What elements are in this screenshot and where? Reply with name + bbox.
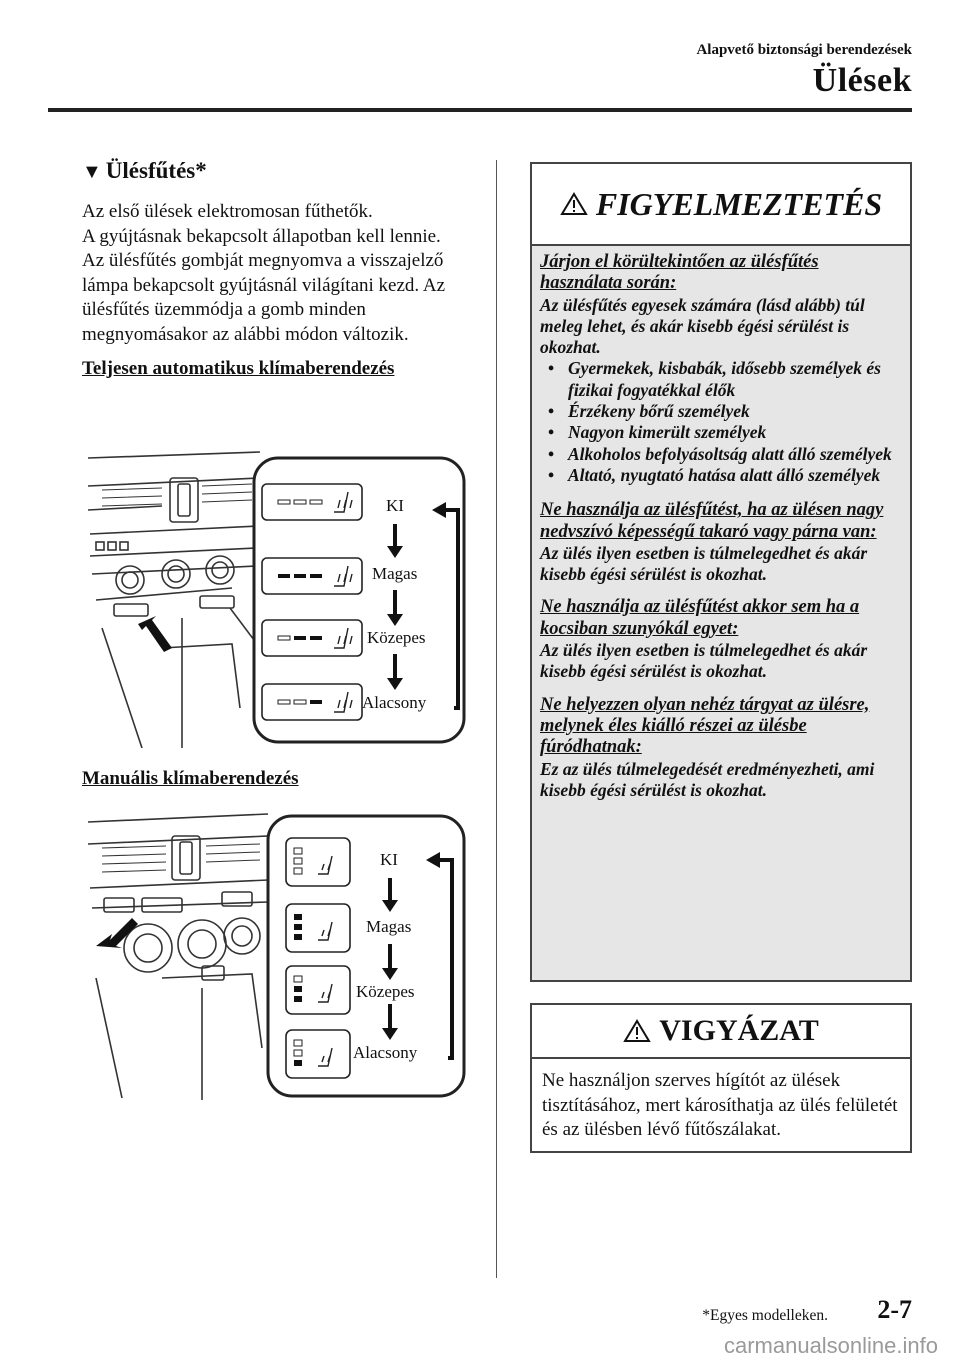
- paragraph: Az ülésfűtés gombját megnyomva a visszajelző lámpa bekapcsolt gyújtásnál világítani kezd. Az ülésfűtés üzemmódja a gomb minden megnyomásakor az alábbi módon változik.: [82, 250, 446, 345]
- list-item: • Nagyon kimerült személyek: [540, 422, 902, 443]
- caution-header: [532, 1005, 910, 1059]
- warning-item-heading: Ne helyezzen olyan nehéz tárgyat az ülésre, melynek éles kiálló részei az ülésbe fúródhatnak:: [540, 694, 870, 758]
- warning-item-heading: Ne használja az ülésfűtést akkor sem ha a kocsiban szunyókál egyet:: [540, 597, 860, 639]
- column-divider: [496, 160, 497, 1278]
- level-mid-label: Közepes: [356, 982, 415, 1001]
- level-low-label: Alacsony: [353, 1043, 418, 1062]
- warning-title: FIGYELMEZTETÉS: [595, 185, 883, 222]
- level-high-label: Magas: [372, 564, 418, 583]
- paragraph: Az első ülések elektromosan fűthetők.: [82, 201, 373, 222]
- warning-item-text: Az ülésfűtés egyesek számára (lásd alább) túl meleg lehet, és akár kisebb égési sérülést is okozhat.: [540, 294, 865, 358]
- level-high-label: Magas: [366, 917, 412, 936]
- caution-title: VIGYÁZAT: [659, 1014, 819, 1047]
- header-section-label: Alapvető biztonsági berendezések: [696, 42, 912, 58]
- warning-triangle-icon: [623, 1019, 651, 1043]
- warning-item-heading: Ne használja az ülésfűtést, ha az ülésen nagy nedvszívó képességű takaró vagy párna van:: [540, 500, 884, 542]
- header-rule: [48, 108, 912, 112]
- list-item: • Alkoholos befolyásoltság alatt álló személyek: [540, 444, 902, 465]
- warning-item-text: Az ülés ilyen esetben is túlmelegedhet és akár kisebb égési sérülést is okozhat.: [540, 542, 868, 585]
- level-mid-label: Közepes: [367, 628, 426, 647]
- warning-bullet-list: [540, 358, 902, 486]
- list-item: • Érzékeny bőrű személyek: [540, 401, 902, 422]
- warning-box: [530, 162, 912, 982]
- caution-text: Ne használjon szerves hígítót az ülések tisztításához, mert károsíthatja az ülés felületét és az ülésben lévő fűtőszálakat.: [542, 1070, 898, 1140]
- level-off-label: KI: [386, 496, 404, 515]
- warning-header: [532, 164, 910, 246]
- intro-text: [82, 200, 482, 382]
- triangle-marker-icon: ▼: [82, 161, 102, 183]
- watermark: carmanualsonline.info: [723, 1333, 938, 1358]
- page-title: Ülések: [812, 62, 912, 99]
- section-heading-text: Ülésfűtés*: [105, 158, 207, 183]
- warning-triangle-icon: [560, 192, 588, 216]
- warning-item-text: Az ülés ilyen esetben is túlmelegedhet és akár kisebb égési sérülést is okozhat.: [540, 640, 868, 682]
- paragraph: A gyújtásnak bekapcsolt állapotban kell lennie.: [82, 225, 441, 247]
- page-number: 2-7: [877, 1295, 912, 1324]
- level-off-label: KI: [380, 850, 398, 869]
- warning-item-heading: Járjon el körültekintően az ülésfűtés használata során:: [540, 252, 819, 294]
- manual-climate-heading: Manuális klímaberendezés: [82, 768, 299, 789]
- footnote: *Egyes modelleken.: [702, 1307, 828, 1324]
- list-item: • Altató, nyugtató hatása alatt álló személyek: [540, 465, 902, 486]
- auto-climate-heading: Teljesen automatikus klímaberendezés: [82, 358, 395, 379]
- list-item: • Gyermekek, kisbabák, idősebb személyek és fizikai fogyatékkal élők: [540, 358, 902, 401]
- caution-box: [530, 1003, 912, 1153]
- section-heading: [82, 158, 207, 184]
- warning-item-text: Ez az ülés túlmelegedését eredményezheti, ami kisebb égési sérülést is okozhat.: [540, 758, 875, 800]
- warning-body: [540, 252, 902, 801]
- level-low-label: Alacsony: [362, 693, 427, 712]
